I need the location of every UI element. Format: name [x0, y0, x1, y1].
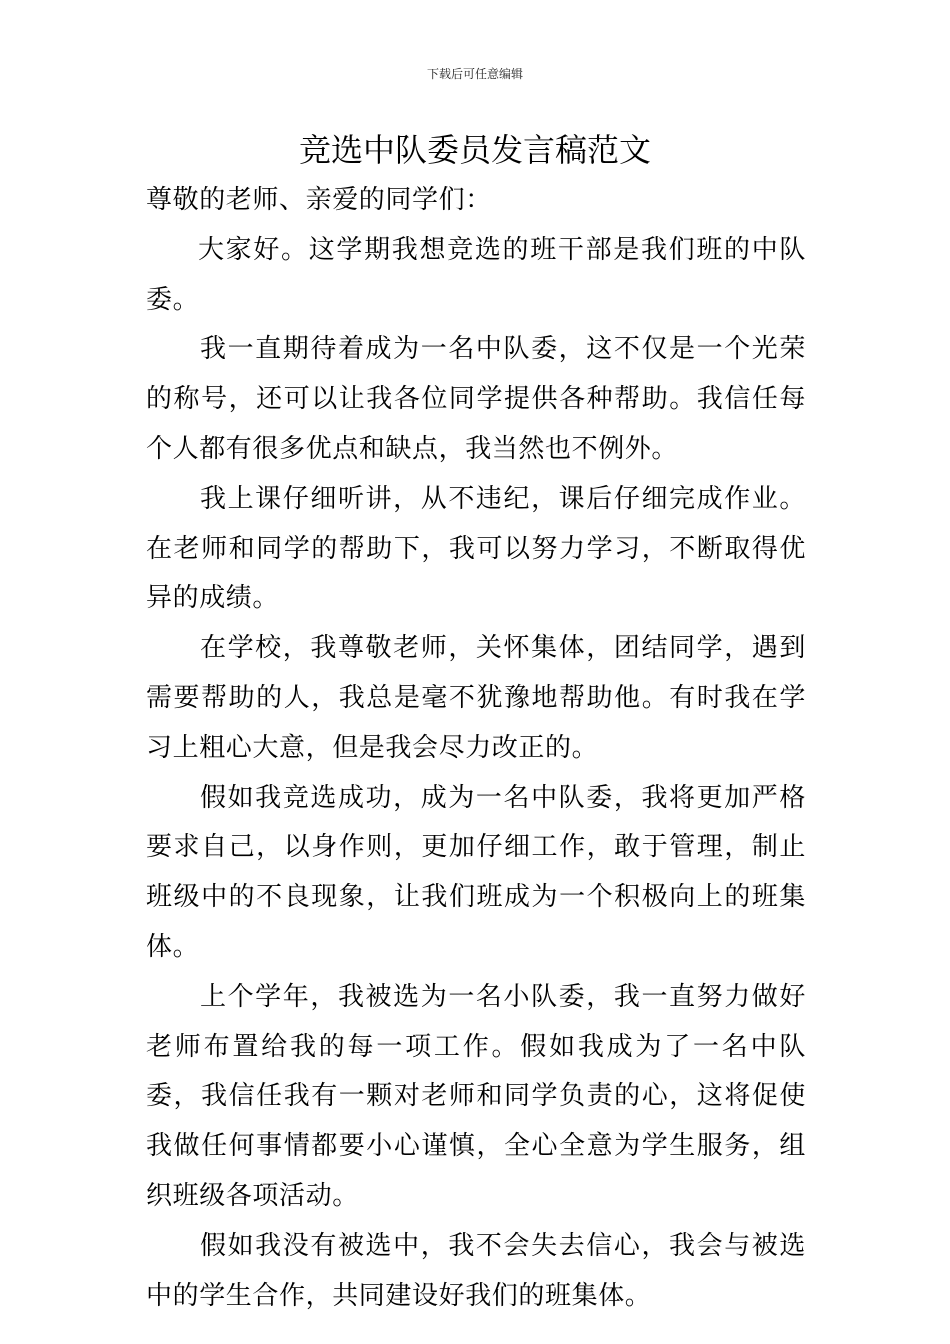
salutation: 尊敬的老师、亲爱的同学们： [146, 185, 492, 215]
paragraph: 假如我竞选成功，成为一名中队委，我将更加严格要求自己，以身作则，更加仔细工作，敢于管理，制止班级中的不良现象，让我们班成为一个积极向上的班集体。 [146, 782, 806, 962]
document-title: 竞选中队委员发言稿范文 [298, 131, 651, 169]
header-note: 下载后可任意编辑 [426, 67, 523, 81]
paragraph: 我一直期待着成为一名中队委，这不仅是一个光荣的称号，还可以让我各位同学提供各种帮助。我信任每个人都有很多优点和缺点，我当然也不例外。 [146, 334, 806, 464]
document-body [146, 176, 806, 1321]
greeting: 大家好。这学期我想竞选的班干部是我们班的中队委。 [146, 234, 806, 315]
paragraph: 上个学年，我被选为一名小队委，我一直努力做好老师布置给我的每一项工作。假如我成为了一名中队委，我信任我有一颗对老师和同学负责的心，这将促使我做任何事情都要小心谨慎，全心全意为学生服务，组织班级各项活动。 [146, 981, 806, 1211]
paragraph: 我上课仔细听讲，从不违纪，课后仔细完成作业。在老师和同学的帮助下，我可以努力学习，不断取得优异的成绩。 [146, 483, 806, 614]
paragraph: 假如我没有被选中，我不会失去信心，我会与被选中的学生合作，共同建设好我们的班集体。 [146, 1230, 806, 1311]
paragraph: 在学校，我尊敬老师，关怀集体，团结同学，遇到需要帮助的人，我总是毫不犹豫地帮助他。有时我在学习上粗心大意，但是我会尽力改正的。 [146, 633, 806, 763]
